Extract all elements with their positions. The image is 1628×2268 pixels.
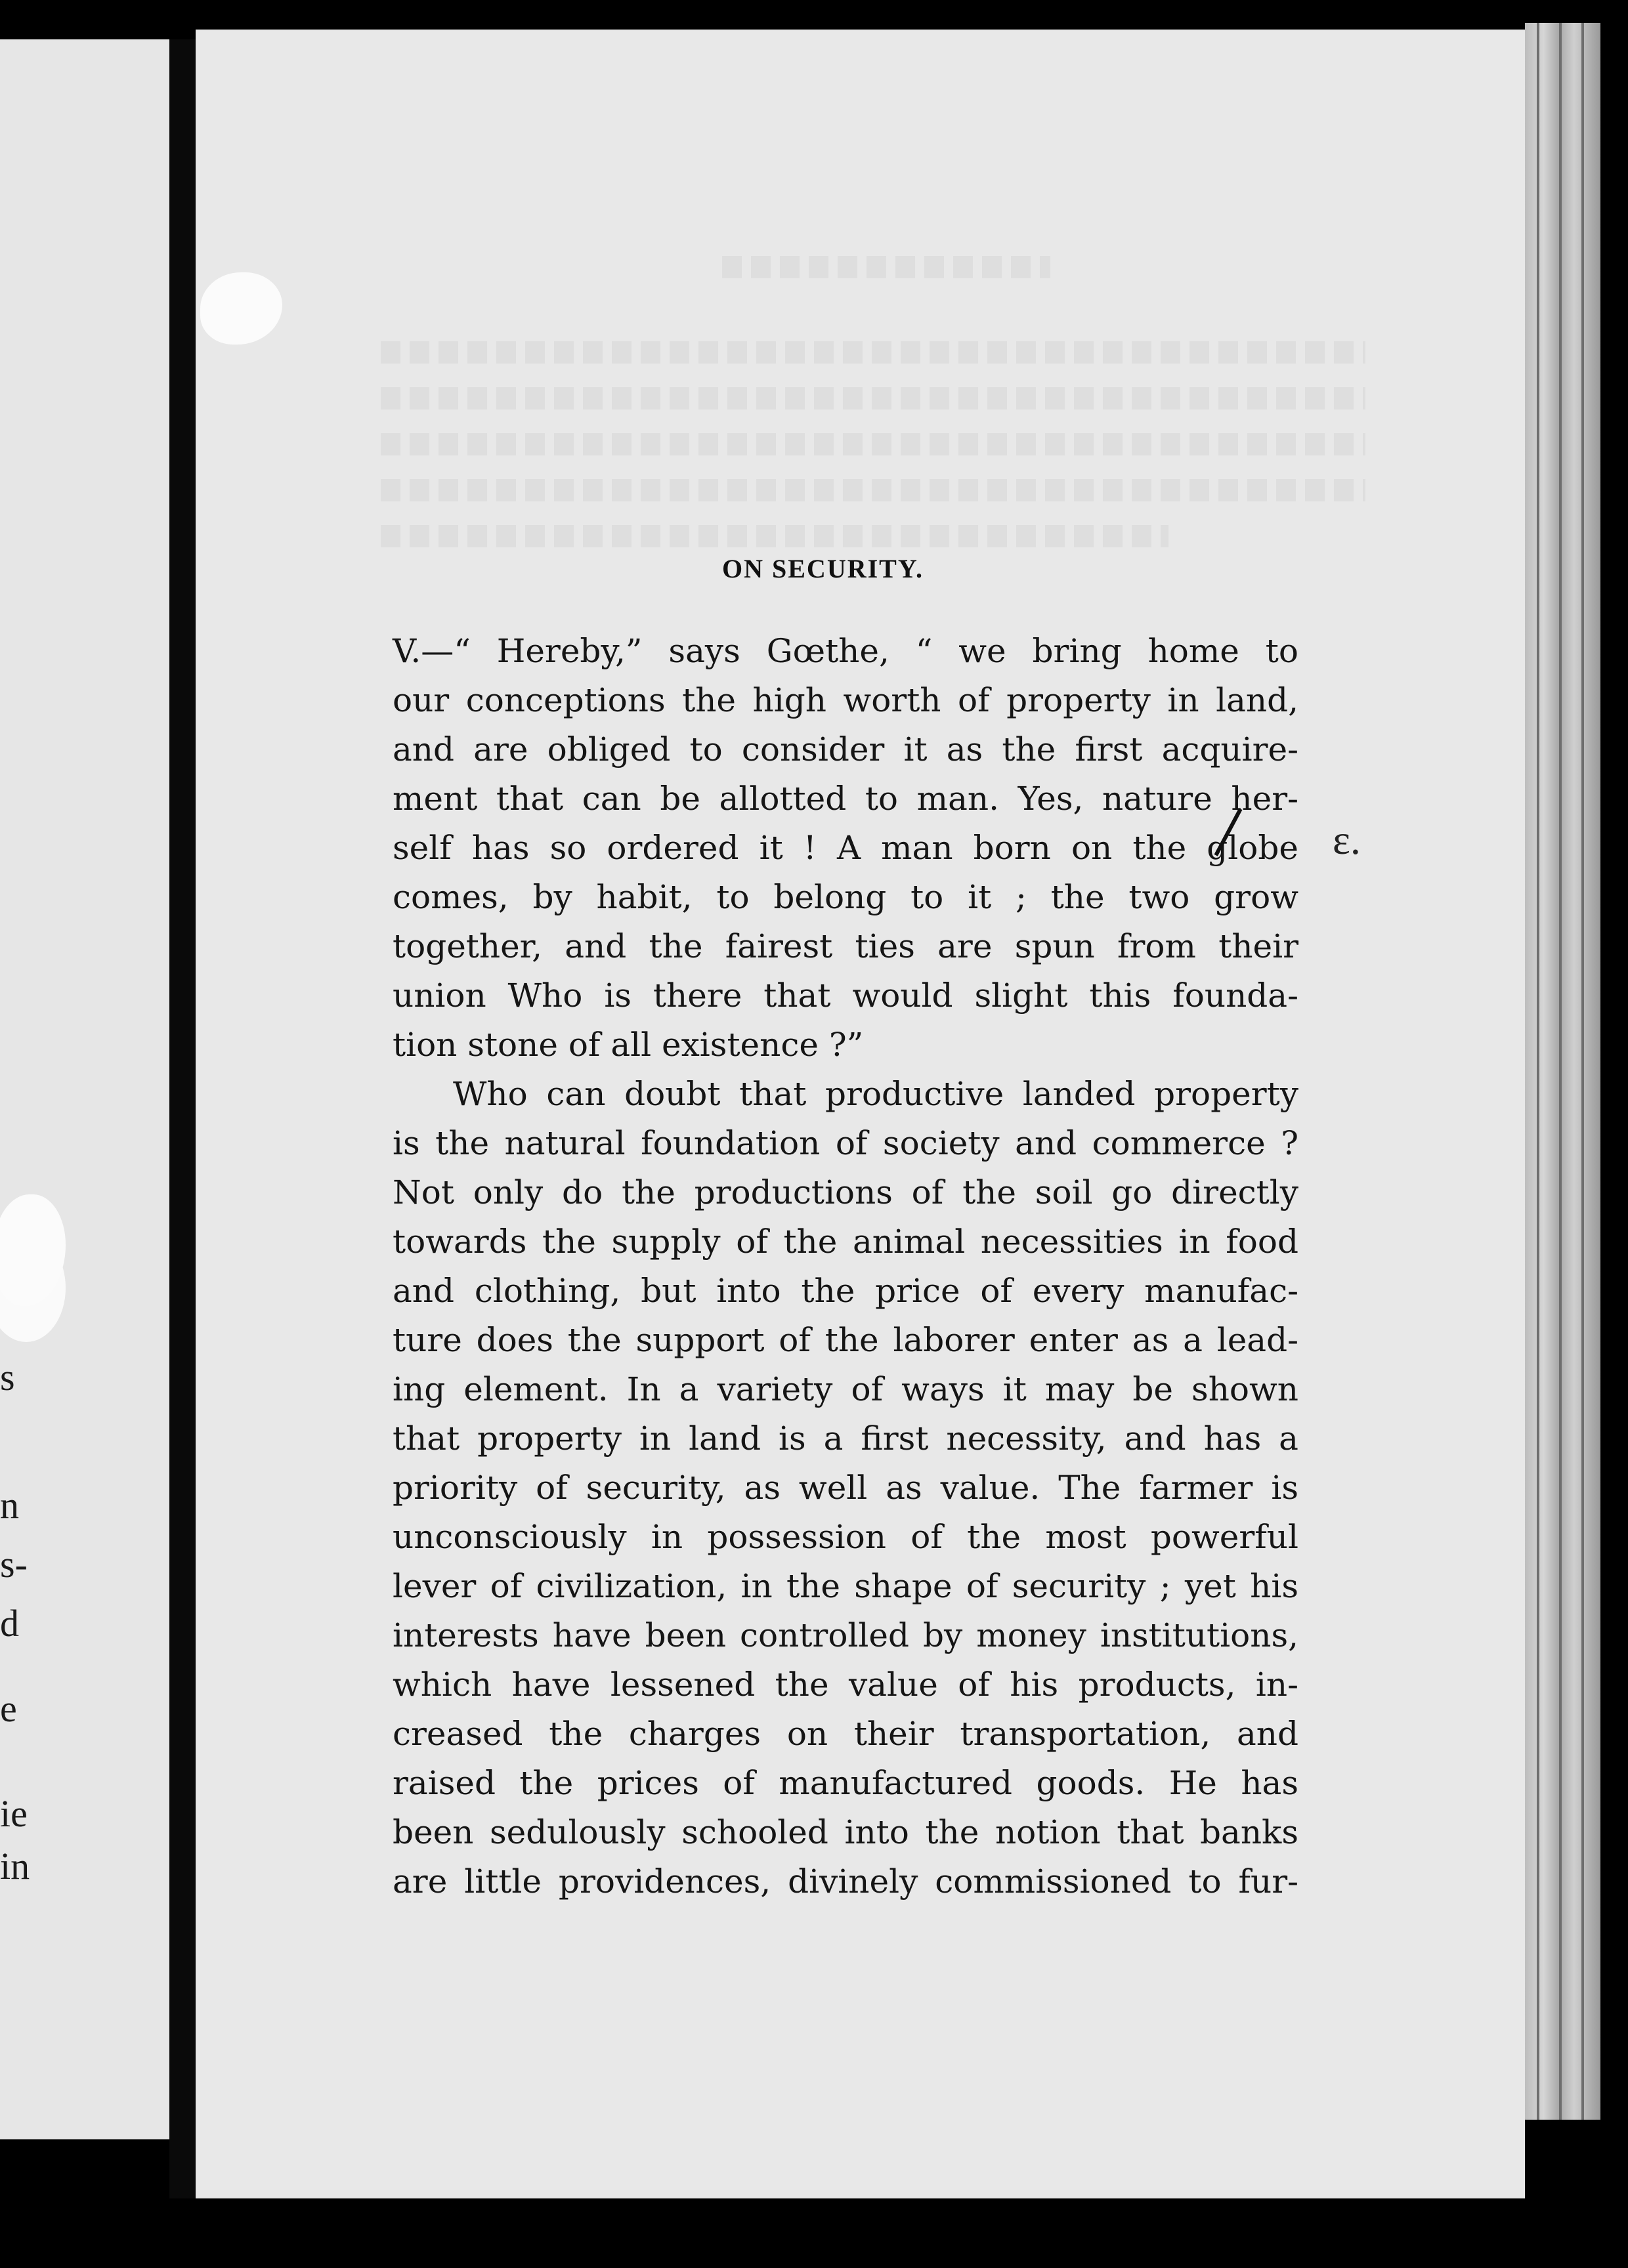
show-through xyxy=(381,479,1365,501)
text-line: our conceptions the high worth of property in land, xyxy=(393,681,1298,719)
page-edges xyxy=(1525,23,1600,2120)
text-line: ing element. In a variety of ways it may be shown xyxy=(393,1370,1298,1408)
text-line: interests have been controlled by money institutions, xyxy=(393,1616,1298,1654)
text-line: towards the supply of the animal necessities in food xyxy=(393,1223,1298,1261)
text-line: Who can doubt that productive landed property xyxy=(453,1075,1298,1113)
text-line: and clothing, but into the price of every manufac- xyxy=(393,1272,1298,1310)
left-page-edge xyxy=(0,39,177,2139)
book-gutter xyxy=(169,39,196,2198)
text-line: creased the charges on their transportation, and xyxy=(393,1715,1298,1753)
text-line: union Who is there that would slight this founda- xyxy=(393,976,1298,1015)
text-line: comes, by habit, to belong to it ; the two grow xyxy=(393,878,1298,916)
left-page-fragment: n xyxy=(0,1484,19,1526)
margin-note: ε. xyxy=(1333,816,1361,863)
left-page-fragment: e xyxy=(0,1687,17,1730)
body-text xyxy=(393,627,1298,1906)
left-page-fragment: d xyxy=(0,1602,19,1645)
text-line: is the natural foundation of society and commerce ? xyxy=(393,1124,1298,1162)
show-through xyxy=(722,256,1050,278)
text-line: priority of security, as well as value. The farmer is xyxy=(393,1469,1298,1507)
text-line: and are obliged to consider it as the first acquire- xyxy=(393,730,1298,768)
show-through xyxy=(381,341,1365,364)
show-through xyxy=(381,387,1365,410)
left-page-fragment: s xyxy=(0,1356,15,1398)
text-line: that property in land is a first necessity, and has a xyxy=(393,1419,1298,1458)
text-line: tion stone of all existence ?” xyxy=(393,1026,864,1064)
text-line: lever of civilization, in the shape of security ; yet his xyxy=(393,1567,1298,1605)
left-page-fragment: s- xyxy=(0,1543,28,1586)
text-line: unconsciously in possession of the most powerful xyxy=(393,1518,1298,1556)
text-line: which have lessened the value of his products, in- xyxy=(393,1666,1298,1704)
text-line: been sedulously schooled into the notion that banks xyxy=(393,1813,1298,1851)
show-through xyxy=(381,525,1168,547)
text-line: together, and the fairest ties are spun from their xyxy=(393,927,1298,965)
text-line: self has so ordered it ! A man born on the globe xyxy=(393,829,1298,867)
left-page-fragments xyxy=(0,39,177,2139)
page-title: ON SECURITY. xyxy=(722,554,924,583)
text-line: are little providences, divinely commissioned to fur- xyxy=(393,1862,1298,1900)
text-line: ment that can be allotted to man. Yes, nature her- xyxy=(393,780,1298,818)
left-page-fragment: in xyxy=(0,1845,30,1887)
text-line: Not only do the productions of the soil go directly xyxy=(393,1173,1298,1211)
text-line: V.—“ Hereby,” says Gœthe, “ we bring home to xyxy=(393,632,1298,670)
text-line: ture does the support of the laborer enter as a lead- xyxy=(393,1321,1298,1359)
text-line: raised the prices of manufactured goods. He has xyxy=(393,1764,1298,1802)
show-through xyxy=(381,433,1365,455)
left-page-fragment: ie xyxy=(0,1792,28,1835)
